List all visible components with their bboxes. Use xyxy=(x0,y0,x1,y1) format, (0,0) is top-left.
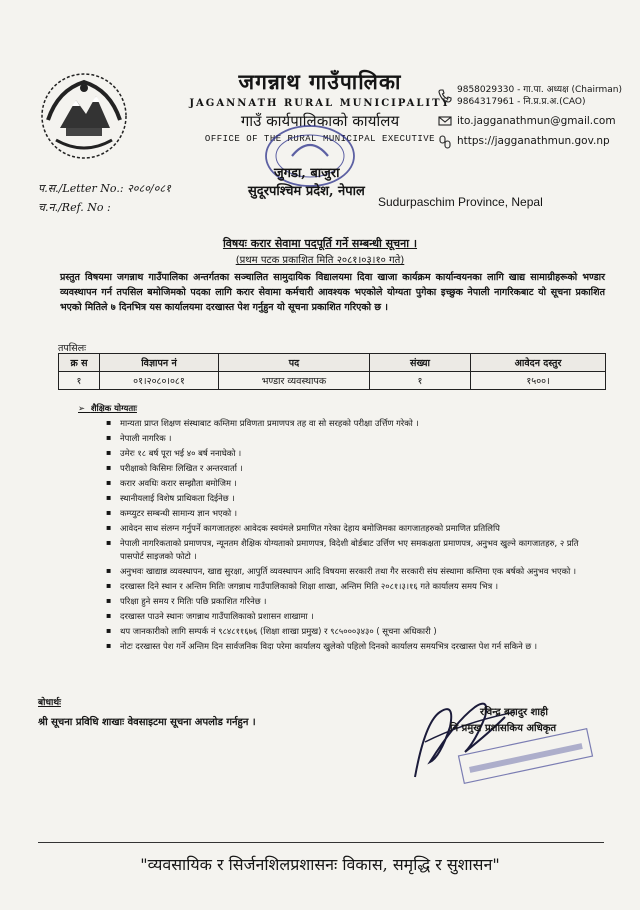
col-ad-number: विज्ञापन नं xyxy=(100,354,219,372)
cell-post: भण्डार व्यवस्थापक xyxy=(219,372,370,390)
col-sn: क्र स xyxy=(59,354,100,372)
table-row xyxy=(59,372,606,390)
municipality-title-en: JAGANNATH RURAL MUNICIPALITY xyxy=(189,98,451,109)
footer-divider xyxy=(38,842,604,843)
nepal-emblem-icon xyxy=(38,70,130,162)
cc-line: श्री सूचना प्रविधि शाखाः वेवसाइटमा सूचना अपलोड गर्नहुन । xyxy=(38,717,256,728)
list-item: ▪ कम्प्युटर सम्बन्धी सामान्य ज्ञान भएको । xyxy=(120,507,598,519)
cc-heading: बोधार्थः xyxy=(38,698,61,708)
list-item: ▪ मान्यता प्राप्त शिक्षण संस्थाबाट कम्तिमा प्रविणता प्रमाणपत्र तह वा सो सरहको परीक्षा उर्त्तिण गरेको । xyxy=(120,417,598,429)
list-item: ▪ नेपाली नागरिक । xyxy=(120,432,598,444)
mail-icon xyxy=(438,114,452,128)
cell-ad-number: ०१।२०८०।०८१ xyxy=(100,372,219,390)
phone-icon xyxy=(438,89,452,103)
detail-label: तपसिलः xyxy=(58,343,87,354)
cao-phone: 9864317961 - नि.प्र.प्र.अ.(CAO) xyxy=(457,97,586,108)
footer-motto: "व्यवसायिक र सिर्जनशिलप्रशासनः विकास, समृद्धि र सुशासन" xyxy=(140,855,500,874)
list-item: ▪ अनुभवः खाद्यान्न व्यवस्थापन, खाद्य सुरक्षा, आपुर्ति व्यवस्थापन आदि विषयमा सरकारी तथा गैर सरकारी संघ संस्थामा कम्तिमा एक बर्षको अनुभव भएको । xyxy=(120,565,598,577)
link-icon xyxy=(438,135,452,149)
qualifications-list xyxy=(78,417,598,652)
cell-count: १ xyxy=(370,372,471,390)
notice-publish-date: (प्रथम पटक प्रकाशित मिति २०८१।०३।१० गते) xyxy=(235,255,405,266)
office-title: गाउँ कार्यपालिकाको कार्यालय xyxy=(240,112,400,130)
office-website[interactable]: https://jagganathmun.gov.np xyxy=(457,135,610,148)
list-item: ▪ नेपाली नागरिकताको प्रमाणपत्र, न्यूनतम शैक्षिक योग्यताको प्रमाणपत्र, विदेशी बोर्डबाट उर्त्तिण भए समकक्षता प्रमाणपत्र, अनुभव खुल्ने कागजातहरु, २ प्रति पासपोर्ट साइजको फोटो । xyxy=(120,537,598,562)
col-count: संख्या xyxy=(370,354,471,372)
list-item: ▪ करार अवधिः करार सम्झौता बमोजिम । xyxy=(120,477,598,489)
list-item: ▪ दरखास्त दिने स्थान र अन्तिम मितिः जगन्नाथ गाउँपालिकाको शिक्षा शाखा, अन्तिम मिति २०८१।३।१६ गते कार्यालय समय भित्र । xyxy=(120,580,598,592)
list-item: ▪ थप जानकारीको लागि सम्पर्क नं ९८४८११६७६ (शिक्षा शाखा प्रमुख) र ९८५०००३४३० ( सूचना अधिकारी ) xyxy=(120,625,598,637)
letter-numbers: प.स./Letter No.: २०८०/०८१ च.न./Ref. No : xyxy=(38,179,171,217)
cell-fee: १५००। xyxy=(471,372,606,390)
qualifications-heading: ➢ शैक्षिक योग्यताः xyxy=(78,403,137,413)
list-item: ▪ नोटः दरखास्त पेश गर्ने अन्तिम दिन सार्वजनिक विदा परेमा कार्यालय खुलेको पहिलो दिनको कार्यालय समयभित्र दरखास्त पेश गर्न सकिने छ । xyxy=(120,640,598,652)
list-item: ▪ उमेरः १८ बर्ष पूरा भई ४० बर्ष ननाघेको । xyxy=(120,447,598,459)
list-item: ▪ दरखास्त पाउने स्थानः जगन्नाथ गाउँपालिकाको प्रशासन शाखामा । xyxy=(120,610,598,622)
office-title-en: OFFICE OF THE RURAL MUNICIPAL EXECUTIVE xyxy=(204,134,436,144)
list-item: ▪ परीक्षाको किसिमः लिखित र अन्तरवार्ता । xyxy=(120,462,598,474)
col-fee: आवेदन दस्तुर xyxy=(471,354,606,372)
notice-subject: विषयः करार सेवामा पदपूर्ति गर्ने सम्बन्धी सूचना । xyxy=(222,237,418,250)
col-post: पद xyxy=(219,354,370,372)
province-name: Sudurpaschim Province, Nepal xyxy=(378,195,543,209)
notice-paragraph: प्रस्तुत विषयमा जगन्नाथ गाउँपालिका अन्तर्गतका सञ्चालित सामुदायिक विद्यालयमा दिवा खाजा कार्यक्रम कार्यान्वयनका लागि खाद्य सामाग्रीहरूको भण्डार व्यवस्थापन गर्न तपसिल बमोजिमको पदका लागि करार सेवामा कर्मचारी आवश्यक भएकोले योग्यता पुगेका इच्छुक नेपाली नागरिकबाट यो सूचना प्रकाशित भएको मितिले ७ दिनभित्र यस कार्यालयमा दरखास्त पेश गर्नुहुन यो सूचना प्रकाशित गरिएको छ । xyxy=(60,272,605,314)
chairman-phone: 9858029330 - गा.पा. अध्यक्ष (Chairman) xyxy=(457,85,623,95)
office-place: जुगडा, बाजुरा सुदूरपश्चिम प्रदेश, नेपाल xyxy=(248,166,365,199)
contact-block xyxy=(438,84,622,152)
list-item: ▪ परिक्षा हुने समय र मितिः पछि प्रकाशित गरिनेछ । xyxy=(120,595,598,607)
vacancy-table xyxy=(58,353,606,390)
signatory-designation: नि प्रमुख प्रशासकिय अधिकृत xyxy=(450,723,557,734)
list-item: ▪ आवेदन साथ संलग्न गर्नुपर्ने कागजातहरुः आवेदक स्वयंमले प्रमाणित गरेका देहाय बमोजिमका कागजातहरुको प्रमाणित प्रतिलिपि xyxy=(120,522,598,534)
signatory-name: रविन्द्र बहादुर शाही xyxy=(480,707,548,718)
letter-number: २०८०/०८१ xyxy=(127,182,171,195)
qualifications-section xyxy=(78,402,598,655)
cell-sn: १ xyxy=(59,372,100,390)
ref-number: च.न./Ref. No : xyxy=(38,201,111,214)
table-header-row xyxy=(59,354,606,372)
municipality-title: जगन्नाथ गाउँपालिका xyxy=(238,69,402,94)
office-email[interactable]: ito.jagganathmun@gmail.com xyxy=(457,115,616,128)
list-item: ▪ स्थानीयलाई विशेष प्राथिकता दिईनेछ । xyxy=(120,492,598,504)
